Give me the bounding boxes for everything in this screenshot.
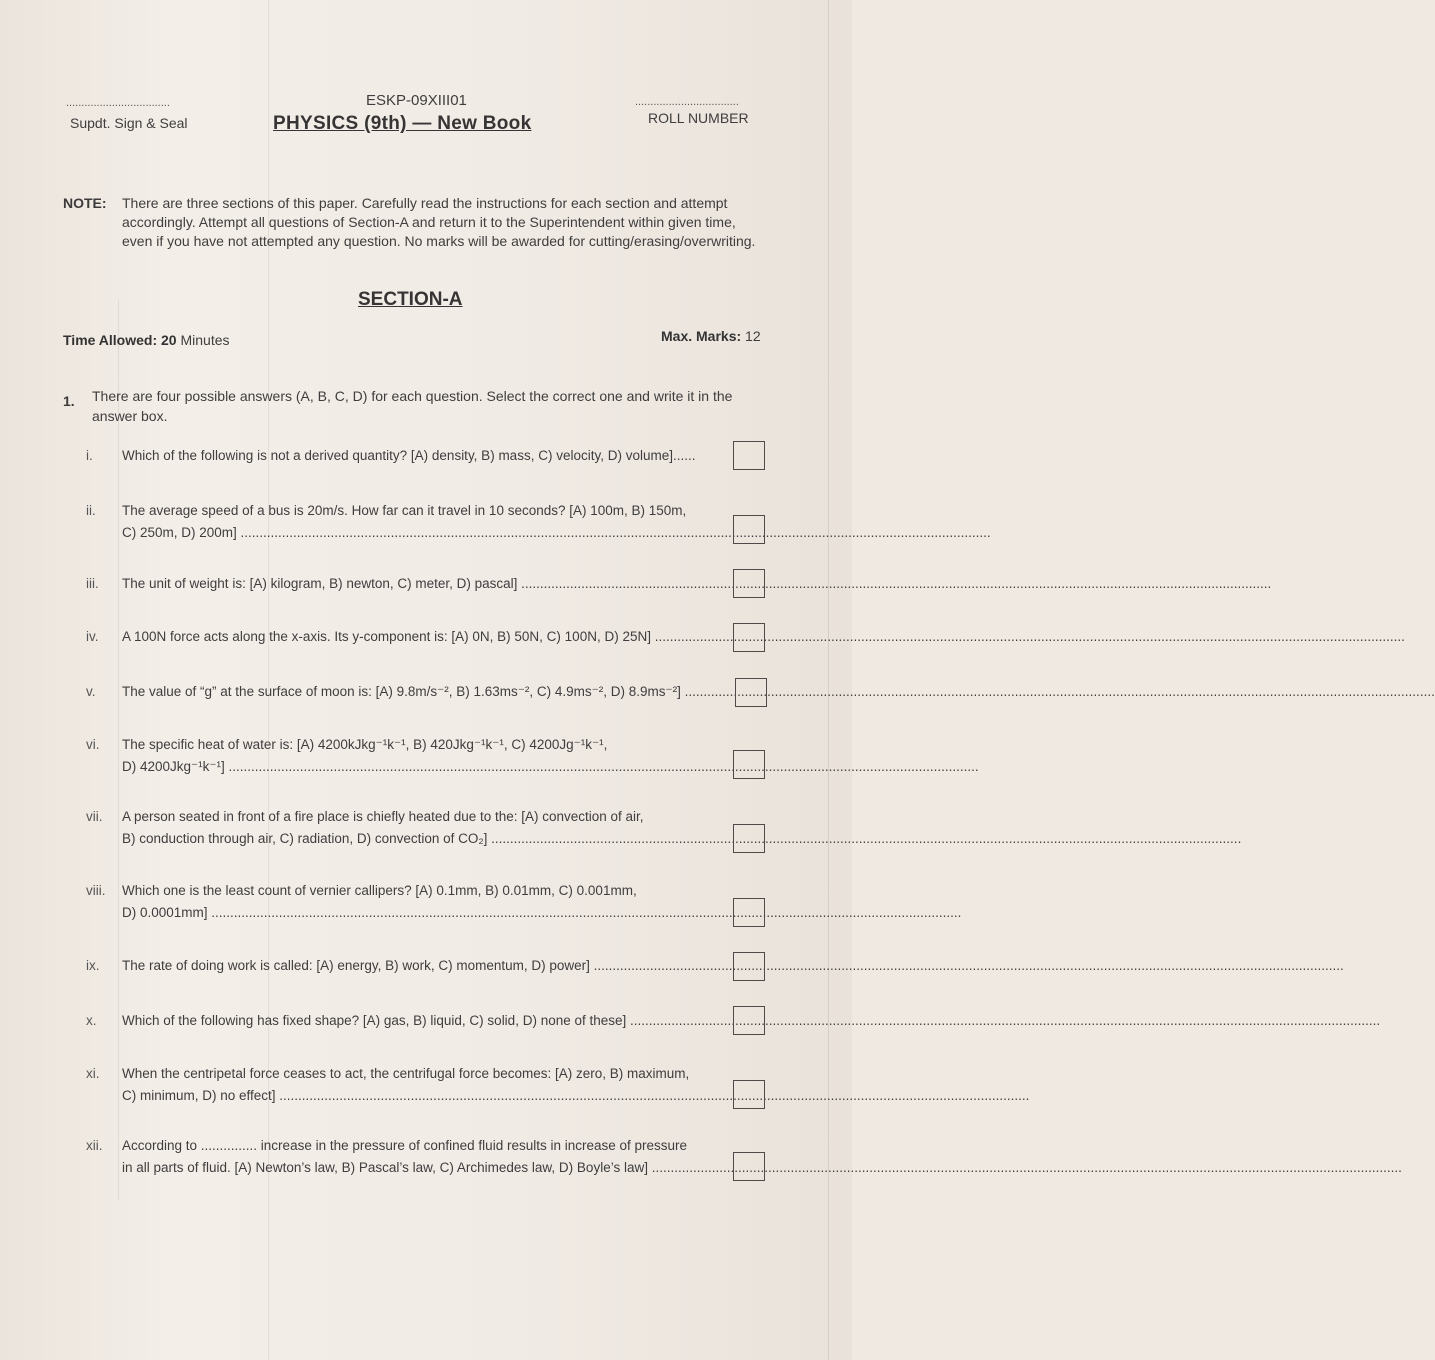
answer-box[interactable] xyxy=(733,1152,765,1181)
item-text: Which one is the least count of vernier callipers? [A) 0.1mm, B) 0.01mm, C) 0.001mm, xyxy=(122,883,637,898)
roll-dots: .................................. xyxy=(635,96,739,108)
roll-number-label: ROLL NUMBER xyxy=(648,110,749,126)
note-line: even if you have not attempted any question. No marks will be awarded for cutting/erasing/overwriting. xyxy=(122,233,756,249)
time-value: 20 xyxy=(161,332,177,348)
item-text: C) 250m, D) 200m] ........................................................................................................................................................................................................ xyxy=(122,525,991,540)
note-line: There are three sections of this paper. Carefully read the instructions for each section and attempt xyxy=(122,195,728,211)
item-text: Which of the following has fixed shape? [A) gas, B) liquid, C) solid, D) none of these] ........................................................................................................................................................................................................ xyxy=(122,1013,1381,1028)
item-numeral: viii. xyxy=(86,883,106,898)
answer-box[interactable] xyxy=(733,1006,765,1035)
question-number: 1. xyxy=(63,393,75,409)
answer-box[interactable] xyxy=(733,952,765,981)
item-numeral: iv. xyxy=(86,629,99,644)
answer-box[interactable] xyxy=(733,750,765,779)
time-allowed xyxy=(63,332,230,348)
time-label: Time Allowed: xyxy=(63,332,158,348)
item-numeral: x. xyxy=(86,1013,97,1028)
item-numeral: iii. xyxy=(86,576,99,591)
answer-box[interactable] xyxy=(733,515,765,544)
item-numeral: ix. xyxy=(86,958,100,973)
note-line: accordingly. Attempt all questions of Section-A and return it to the Superintendent within given time, xyxy=(122,214,736,230)
item-text: C) minimum, D) no effect] ........................................................................................................................................................................................................ xyxy=(122,1088,1030,1103)
item-text: When the centripetal force ceases to act, the centrifugal force becomes: [A) zero, B) maximum, xyxy=(122,1066,690,1081)
marks-value: 12 xyxy=(745,328,761,344)
item-text: in all parts of fluid. [A) Newton’s law, B) Pascal’s law, C) Archimedes law, D) Boyle’s law] ........................................................................................................................................................................................................ xyxy=(122,1160,1402,1175)
item-numeral: xii. xyxy=(86,1138,103,1153)
sign-seal-label: Supdt. Sign & Seal xyxy=(70,115,188,131)
item-text: A person seated in front of a fire place is chiefly heated due to the: [A) convection of air, xyxy=(122,809,644,824)
item-text: B) conduction through air, C) radiation, D) convection of CO₂] ........................................................................................................................................................................................................ xyxy=(122,831,1242,846)
marks-label: Max. Marks: xyxy=(661,328,742,344)
paper-code: ESKP-09XIII01 xyxy=(366,92,467,109)
item-text: The unit of weight is: [A) kilogram, B) newton, C) meter, D) pascal] ........................................................................................................................................................................................................ xyxy=(122,576,1272,591)
item-text: According to ............... increase in the pressure of confined fluid results in increase of pressure xyxy=(122,1138,688,1153)
item-text: The value of “g” at the surface of moon is: [A) 9.8m/s⁻², B) 1.63ms⁻², C) 4.9ms⁻², D) 8.9ms⁻²] ........................................................................................................................................................................................................ xyxy=(122,684,1435,699)
answer-box[interactable] xyxy=(733,1080,765,1109)
section-title: SECTION-A xyxy=(358,289,463,310)
note-label: NOTE: xyxy=(63,195,107,211)
item-text: D) 4200Jkg⁻¹k⁻¹] ........................................................................................................................................................................................................ xyxy=(122,759,979,774)
paper-title: PHYSICS (9th) — New Book xyxy=(273,113,532,134)
item-numeral: i. xyxy=(86,448,93,463)
answer-box[interactable] xyxy=(733,569,765,598)
question-intro-line: answer box. xyxy=(92,408,168,424)
item-numeral: v. xyxy=(86,684,96,699)
max-marks xyxy=(661,328,761,344)
answer-box[interactable] xyxy=(733,441,765,470)
answer-box[interactable] xyxy=(733,623,765,652)
item-text: D) 0.0001mm] ........................................................................................................................................................................................................ xyxy=(122,905,962,920)
item-numeral: ii. xyxy=(86,503,96,518)
question-intro xyxy=(92,386,752,426)
answer-box[interactable] xyxy=(733,824,765,853)
item-text: A 100N force acts along the x-axis. Its y-component is: [A) 0N, B) 50N, C) 100N, D) 25N] ........................................................................................................................................................................................................ xyxy=(122,629,1405,644)
item-text: The specific heat of water is: [A) 4200kJkg⁻¹k⁻¹, B) 420Jkg⁻¹k⁻¹, C) 4200Jg⁻¹k⁻¹, xyxy=(122,737,608,752)
sign-dots: .................................. xyxy=(66,97,170,109)
item-numeral: vi. xyxy=(86,737,100,752)
item-text: The average speed of a bus is 20m/s. How far can it travel in 10 seconds? [A) 100m, B) 150m, xyxy=(122,503,687,518)
item-numeral: vii. xyxy=(86,809,103,824)
question-intro-line: There are four possible answers (A, B, C, D) for each question. Select the correct one and write it in the xyxy=(92,388,733,404)
answer-box[interactable] xyxy=(733,898,765,927)
time-unit: Minutes xyxy=(180,332,230,348)
note-text xyxy=(122,194,772,251)
item-text: Which of the following is not a derived quantity? [A) density, B) mass, C) velocity, D) volume]...... xyxy=(122,448,696,463)
item-numeral: xi. xyxy=(86,1066,100,1081)
item-text: The rate of doing work is called: [A) energy, B) work, C) momentum, D) power] ........................................................................................................................................................................................................ xyxy=(122,958,1344,973)
answer-box[interactable] xyxy=(735,678,767,707)
